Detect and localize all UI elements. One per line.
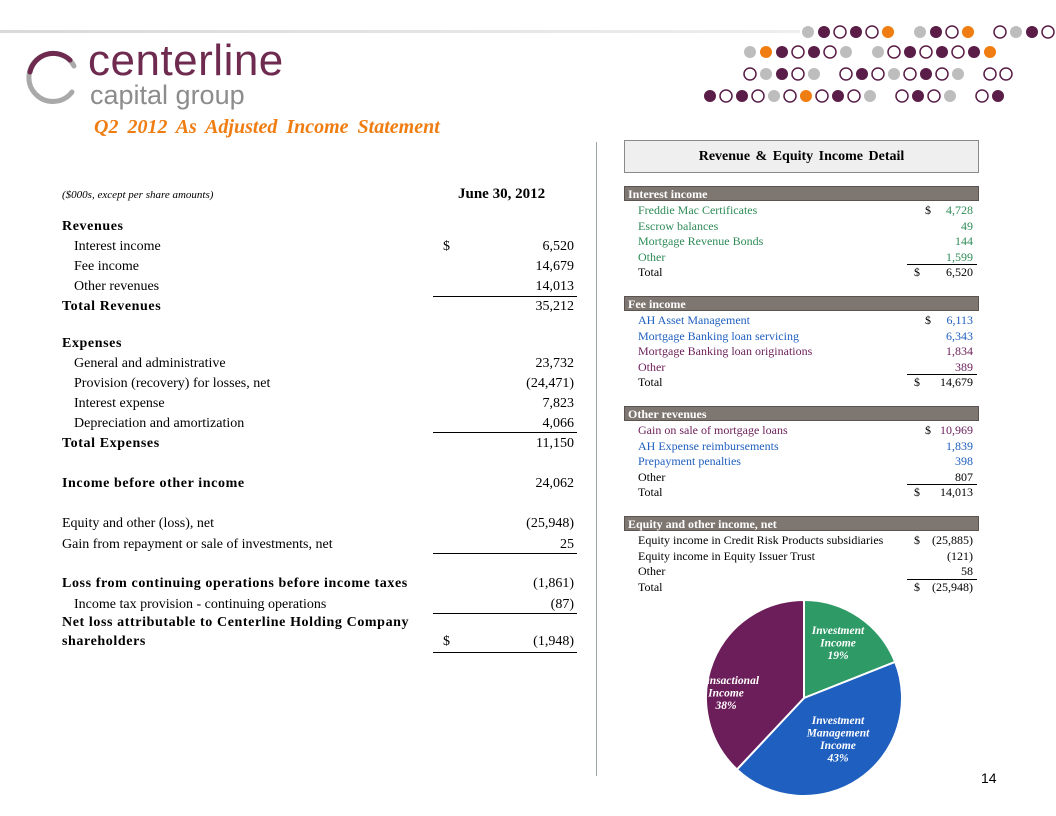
decorative-dot xyxy=(808,46,820,58)
decorative-dot xyxy=(1042,26,1054,38)
decorative-dot xyxy=(872,46,884,58)
decorative-dot xyxy=(984,68,996,80)
detail-row xyxy=(624,470,979,486)
decorative-dot xyxy=(896,90,908,102)
statement-row xyxy=(62,476,582,496)
pie-slice-percent-label: 19% xyxy=(827,650,849,662)
statement-row-label: Depreciation and amortization xyxy=(74,416,245,431)
decorative-dot xyxy=(802,26,814,38)
detail-row-label: Other xyxy=(638,469,666,484)
statement-row-label: Total Revenues xyxy=(62,299,162,314)
detail-row-currency: $ xyxy=(925,423,931,437)
decorative-dot xyxy=(760,68,772,80)
detail-row-label: Equity income in Equity Issuer Trust xyxy=(638,548,815,563)
decorative-dot xyxy=(784,90,796,102)
total-underline xyxy=(433,553,577,554)
statement-row xyxy=(62,396,582,416)
detail-total-underline xyxy=(907,579,977,580)
detail-row-value: 14,679 xyxy=(940,375,973,390)
decorative-dot xyxy=(1026,26,1038,38)
decorative-dot xyxy=(962,26,974,38)
decorative-dot xyxy=(928,90,940,102)
decorative-dot xyxy=(840,68,852,80)
decorative-dot xyxy=(952,46,964,58)
detail-row-label: Mortgage Banking loan servicing xyxy=(638,328,799,343)
statement-row-value: 4,066 xyxy=(542,416,574,431)
pie-slice-label: Income xyxy=(820,637,856,650)
detail-row-label: Prepayment penalties xyxy=(638,454,741,469)
decorative-dot xyxy=(936,68,948,80)
detail-row-value: 1,839 xyxy=(946,438,973,453)
detail-row-label: Mortgage Banking loan originations xyxy=(638,344,813,359)
decorative-dot xyxy=(914,26,926,38)
detail-row-value: 1,599 xyxy=(946,249,973,264)
detail-row-currency: $ xyxy=(914,533,920,547)
decorative-dot xyxy=(818,26,830,38)
detail-row-value: 10,969 xyxy=(940,423,973,437)
statement-row-label: Provision (recovery) for losses, net xyxy=(74,376,271,391)
detail-row xyxy=(624,454,979,470)
detail-row-value: 1,834 xyxy=(946,344,973,359)
statement-row xyxy=(62,416,582,436)
statement-row-value: 14,679 xyxy=(535,259,574,274)
detail-row-label: Other xyxy=(638,249,666,264)
detail-row-value: 49 xyxy=(961,218,973,233)
detail-row xyxy=(624,329,979,345)
pie-slice-label: Management xyxy=(806,727,870,740)
statement-row-value: (25,948) xyxy=(526,516,574,531)
decorative-dot xyxy=(952,68,964,80)
decorative-dot xyxy=(856,68,868,80)
statement-row-label: Gain from repayment or sale of investments, net xyxy=(62,537,333,552)
decorative-dot xyxy=(808,68,820,80)
revenue-mix-pie-chart xyxy=(688,592,928,802)
centerline-logo xyxy=(22,36,322,114)
decorative-dot xyxy=(736,90,748,102)
decorative-dot xyxy=(904,46,916,58)
detail-total-underline xyxy=(907,374,977,375)
statement-row xyxy=(62,576,582,596)
detail-row xyxy=(624,533,979,549)
decorative-dot xyxy=(792,68,804,80)
decorative-dot xyxy=(888,46,900,58)
statement-row-label: Other revenues xyxy=(74,279,160,294)
total-underline xyxy=(433,613,577,614)
detail-row-currency: $ xyxy=(914,485,920,500)
pie-slice-label: Transactional xyxy=(692,675,760,687)
detail-row-value: 144 xyxy=(955,234,973,249)
decorative-dot xyxy=(776,46,788,58)
decorative-dot xyxy=(882,26,894,38)
decorative-dot xyxy=(840,46,852,58)
decorative-dot xyxy=(1010,26,1022,38)
detail-total-underline xyxy=(907,484,977,485)
detail-row-label: Gain on sale of mortgage loans xyxy=(638,423,788,437)
detail-row-value: 58 xyxy=(961,564,973,579)
detail-row-currency: $ xyxy=(925,313,931,327)
detail-row-currency: $ xyxy=(925,203,931,217)
detail-row xyxy=(624,313,979,329)
statement-row-label: Revenues xyxy=(62,219,124,234)
detail-row-currency: $ xyxy=(914,375,920,390)
decorative-dot xyxy=(776,68,788,80)
decorative-dot xyxy=(994,26,1006,38)
detail-row-label: Total xyxy=(638,485,663,500)
statement-row xyxy=(62,634,582,654)
decorative-dot xyxy=(1000,68,1012,80)
statement-row-value: 24,062 xyxy=(535,476,574,491)
decorative-dot xyxy=(920,68,932,80)
logo-swoosh-icon xyxy=(22,46,84,108)
detail-section-header: Fee income xyxy=(624,296,979,311)
decorative-dot xyxy=(904,68,916,80)
statement-row-value: 25 xyxy=(560,537,574,552)
header-rule xyxy=(0,30,800,33)
detail-row-label: Other xyxy=(638,359,666,374)
total-underline xyxy=(433,432,577,433)
slide-title: Q2 2012 As Adjusted Income Statement xyxy=(94,116,440,138)
detail-section-header: Equity and other income, net xyxy=(624,516,979,531)
decorative-dot xyxy=(800,90,812,102)
vertical-divider xyxy=(596,142,597,776)
statement-row-label: Net loss attributable to Centerline Holding Company xyxy=(62,615,410,630)
total-underline xyxy=(433,296,577,297)
logo-wordmark: centerline xyxy=(88,36,284,85)
detail-row xyxy=(624,423,979,439)
statement-row xyxy=(62,356,582,376)
decorative-dot xyxy=(760,46,772,58)
statement-row-label: Loss from continuing operations before income taxes xyxy=(62,576,408,591)
statement-row-currency: $ xyxy=(443,634,450,649)
detail-row xyxy=(624,564,979,580)
detail-row-label: Escrow balances xyxy=(638,218,719,233)
decorative-dot xyxy=(752,90,764,102)
detail-row-currency: $ xyxy=(914,579,920,594)
detail-row-label: Freddie Mac Certificates xyxy=(638,203,758,217)
detail-row-label: Equity income in Credit Risk Products subsidiaries xyxy=(638,533,884,547)
detail-row-value: 398 xyxy=(955,454,973,469)
decorative-dot xyxy=(744,46,756,58)
detail-row xyxy=(624,375,979,391)
pie-slice-percent-label: 38% xyxy=(715,700,737,712)
detail-row-value: 389 xyxy=(955,359,973,374)
detail-row-label: Total xyxy=(638,579,663,594)
statement-row-label: Income tax provision - continuing operations xyxy=(74,597,327,612)
decorative-dot xyxy=(944,90,956,102)
decorative-dot xyxy=(864,90,876,102)
decorative-dot xyxy=(832,90,844,102)
detail-row-value: 6,113 xyxy=(946,313,973,327)
statement-row-label: Fee income xyxy=(74,259,139,274)
statement-row-label: Equity and other (loss), net xyxy=(62,516,215,531)
decorative-dot xyxy=(720,90,732,102)
period-header: June 30, 2012 xyxy=(458,186,546,202)
statement-row-label: shareholders xyxy=(62,634,146,649)
decorative-dot xyxy=(888,68,900,80)
statement-row-label: Income before other income xyxy=(62,476,245,491)
pie-slice-percent-label: 43% xyxy=(827,752,849,765)
units-note: ($000s, except per share amounts) xyxy=(62,189,214,201)
statement-row xyxy=(62,219,582,239)
detail-row xyxy=(624,265,979,281)
statement-row-currency: $ xyxy=(443,239,450,254)
detail-row-value: 4,728 xyxy=(946,203,973,217)
detail-row-label: AH Asset Management xyxy=(638,313,750,327)
decorative-dot xyxy=(816,90,828,102)
decorative-dot xyxy=(704,90,716,102)
detail-row-value: 6,343 xyxy=(946,328,973,343)
detail-row xyxy=(624,360,979,376)
decorative-dot xyxy=(768,90,780,102)
statement-row xyxy=(62,597,582,617)
detail-row-label: Total xyxy=(638,375,663,390)
detail-row-label: Other xyxy=(638,564,666,579)
decorative-dot xyxy=(834,26,846,38)
statement-row-value: 7,823 xyxy=(542,396,574,411)
decorative-dots-pattern xyxy=(700,18,1056,108)
total-underline xyxy=(433,652,577,653)
statement-row xyxy=(62,336,582,356)
detail-row-value: 807 xyxy=(955,469,973,484)
detail-row-value: (25,948) xyxy=(932,579,973,594)
detail-row xyxy=(624,234,979,250)
decorative-dot xyxy=(984,46,996,58)
detail-section-header: Other revenues xyxy=(624,406,979,421)
detail-row-value: (25,885) xyxy=(932,533,973,547)
pie-slice-label: Investment xyxy=(811,715,865,727)
pie-slice-label: Income xyxy=(820,740,856,752)
statement-row-value: 35,212 xyxy=(535,299,574,314)
detail-row xyxy=(624,219,979,235)
decorative-dot xyxy=(976,90,988,102)
statement-row-value: 6,520 xyxy=(542,239,574,254)
statement-row-label: Expenses xyxy=(62,336,123,351)
detail-row-value: 14,013 xyxy=(940,485,973,500)
detail-row xyxy=(624,203,979,219)
decorative-dot xyxy=(824,46,836,58)
detail-row xyxy=(624,485,979,501)
decorative-dot xyxy=(848,90,860,102)
decorative-dot xyxy=(920,46,932,58)
decorative-dot xyxy=(872,68,884,80)
decorative-dot xyxy=(946,26,958,38)
detail-row xyxy=(624,439,979,455)
statement-row xyxy=(62,259,582,279)
decorative-dot xyxy=(850,26,862,38)
statement-row-label: General and administrative xyxy=(74,356,226,371)
statement-row-value: (87) xyxy=(550,597,574,612)
decorative-dot xyxy=(968,46,980,58)
decorative-dot xyxy=(866,26,878,38)
detail-row xyxy=(624,250,979,266)
statement-row-value: 11,150 xyxy=(536,436,574,451)
decorative-dot xyxy=(936,46,948,58)
decorative-dot xyxy=(912,90,924,102)
detail-row-value: (121) xyxy=(947,548,973,563)
detail-section-header: Interest income xyxy=(624,186,979,201)
detail-title: Revenue & Equity Income Detail xyxy=(624,140,979,173)
pie-slice-label: Investment xyxy=(811,625,865,637)
statement-row xyxy=(62,615,582,635)
statement-row-value: 14,013 xyxy=(535,279,574,294)
statement-row xyxy=(62,537,582,557)
pie-slice-label: Income xyxy=(708,687,744,700)
detail-total-underline xyxy=(907,264,977,265)
statement-row-label: Interest income xyxy=(74,239,161,254)
detail-row xyxy=(624,549,979,565)
page-number: 14 xyxy=(981,770,997,786)
detail-row xyxy=(624,344,979,360)
statement-row-value: 23,732 xyxy=(535,356,574,371)
logo-tagline: capital group xyxy=(90,80,245,110)
statement-row xyxy=(62,299,582,319)
statement-row xyxy=(62,436,582,456)
decorative-dot xyxy=(744,68,756,80)
statement-row xyxy=(62,516,582,536)
statement-row-value: (1,948) xyxy=(533,634,574,649)
statement-row-label: Total Expenses xyxy=(62,436,160,451)
statement-row xyxy=(62,376,582,396)
decorative-dot xyxy=(992,90,1004,102)
detail-row-label: Mortgage Revenue Bonds xyxy=(638,234,764,249)
statement-row-value: (24,471) xyxy=(526,376,574,391)
statement-row xyxy=(62,239,582,259)
statement-row-value: (1,861) xyxy=(533,576,574,591)
decorative-dot xyxy=(930,26,942,38)
detail-row-label: AH Expense reimbursements xyxy=(638,438,779,453)
detail-row-currency: $ xyxy=(914,265,920,280)
statement-row-label: Interest expense xyxy=(74,396,165,411)
detail-row-value: 6,520 xyxy=(946,265,973,280)
decorative-dot xyxy=(792,46,804,58)
detail-row-label: Total xyxy=(638,265,663,280)
